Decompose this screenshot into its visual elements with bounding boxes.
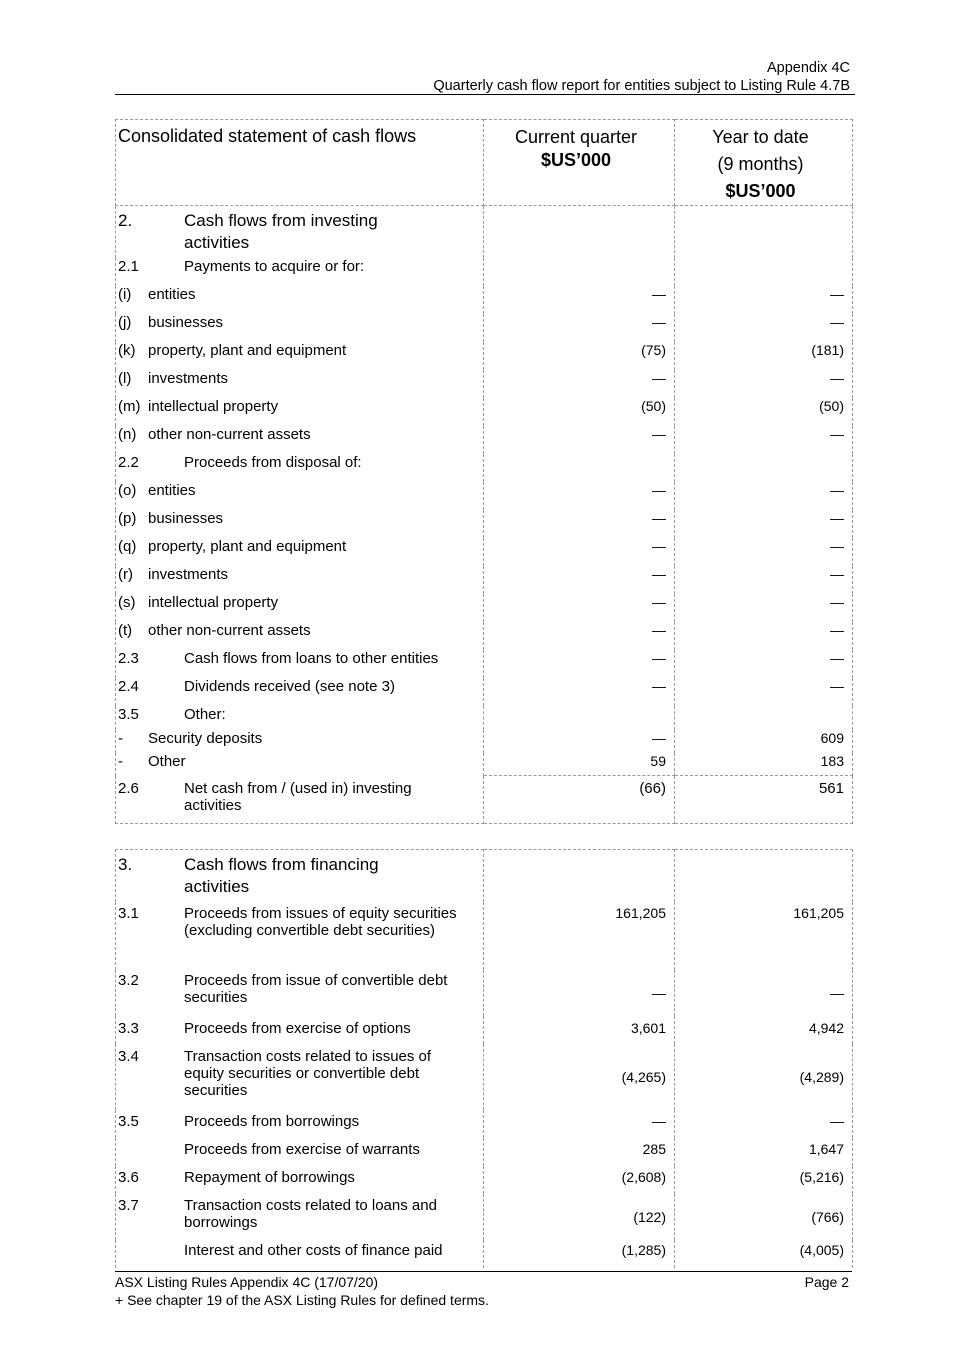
- table-row: [116, 454, 853, 482]
- current-value: 285: [484, 1138, 675, 1166]
- row-label: entities: [148, 481, 196, 499]
- page-number: Page 2: [804, 1274, 849, 1290]
- current-value: —: [484, 566, 675, 594]
- table-row: [116, 566, 853, 594]
- row-label: Payments to acquire or for:: [184, 257, 365, 275]
- row-label: other non-current assets: [148, 425, 311, 443]
- current-value: 161,205: [484, 902, 675, 970]
- ytd-value: (4,289): [675, 1044, 853, 1110]
- current-value: 3,601: [484, 1016, 675, 1044]
- item-letter: (n): [118, 425, 137, 443]
- current-value: —: [484, 650, 675, 678]
- ytd-value: 609: [675, 730, 853, 753]
- ytd-value: (5,216): [675, 1166, 853, 1194]
- ytd-value: —: [675, 538, 853, 566]
- row-label: investments: [148, 369, 229, 387]
- row-label: Other:: [184, 705, 226, 723]
- current-value: 59: [484, 753, 675, 776]
- item-letter: (j): [118, 313, 132, 331]
- ytd-value: —: [675, 970, 853, 1016]
- table-row: [116, 314, 853, 342]
- row-label: Proceeds from borrowings: [184, 1112, 360, 1130]
- ytd-value: —: [675, 622, 853, 650]
- row-ref: 3.7: [118, 1196, 139, 1214]
- current-value: (4,265): [484, 1044, 675, 1110]
- row-label: Cash flows from loans to other entities: [184, 649, 439, 667]
- section-header-row: [116, 206, 853, 258]
- ytd-period: (9 months): [717, 154, 804, 174]
- item-dash: -: [118, 729, 123, 747]
- row-ref: 2.1: [118, 257, 139, 275]
- current-value: —: [484, 730, 675, 753]
- table-row: [116, 538, 853, 566]
- table-row: [116, 706, 853, 730]
- row-label: Proceeds from issues of equity securities (excluding convertible debt securities): [184, 904, 457, 939]
- ytd-value: —: [675, 314, 853, 342]
- current-value: (1,285): [484, 1240, 675, 1268]
- year-to-date-header: [675, 120, 853, 206]
- item-letter: (p): [118, 509, 137, 527]
- item-dash: -: [118, 752, 123, 770]
- header-divider: [115, 94, 855, 95]
- table-row: [116, 753, 853, 776]
- ytd-value: 1,647: [675, 1138, 853, 1166]
- ytd-unit: $US’000: [725, 181, 796, 201]
- current-value: —: [484, 594, 675, 622]
- ytd-value: —: [675, 370, 853, 398]
- table-row: [116, 650, 853, 678]
- row-label: businesses: [148, 509, 224, 527]
- current-quarter-header: [484, 120, 675, 206]
- row-label: Proceeds from exercise of options: [184, 1019, 411, 1037]
- section-ref: 2.: [118, 211, 133, 230]
- table-row: [116, 1044, 853, 1110]
- ytd-value: (50): [675, 398, 853, 426]
- table-row: [116, 510, 853, 538]
- row-label: Other: [148, 752, 186, 770]
- row-ref: 2.6: [118, 779, 139, 797]
- ytd-value: 183: [675, 753, 853, 776]
- ytd-value: —: [675, 594, 853, 622]
- row-label: Transaction costs related to issues of equity securities or convertible debt securities: [184, 1047, 432, 1099]
- table-row: [116, 286, 853, 314]
- footer-source: ASX Listing Rules Appendix 4C (17/07/20): [115, 1274, 379, 1290]
- ytd-value: —: [675, 426, 853, 454]
- table-row: [116, 426, 853, 454]
- ytd-label: Year to date: [712, 127, 809, 147]
- item-letter: (l): [118, 369, 132, 387]
- row-label: investments: [148, 565, 229, 583]
- item-letter: (t): [118, 621, 133, 639]
- row-ref: 3.2: [118, 971, 139, 989]
- current-value: —: [484, 970, 675, 1016]
- ytd-value: —: [675, 482, 853, 510]
- ytd-value: (766): [675, 1194, 853, 1240]
- current-value: —: [484, 482, 675, 510]
- row-label: Interest and other costs of finance paid: [184, 1241, 443, 1259]
- table-row: [116, 1016, 853, 1044]
- row-label: property, plant and equipment: [148, 341, 347, 359]
- row-label: property, plant and equipment: [148, 537, 347, 555]
- row-label: Dividends received (see note 3): [184, 677, 395, 695]
- section-title: Cash flows from financing activities: [184, 855, 379, 896]
- item-letter: (r): [118, 565, 133, 583]
- current-value: —: [484, 286, 675, 314]
- row-label: intellectual property: [148, 397, 279, 415]
- footer-divider: [115, 1271, 852, 1272]
- row-ref: 2.3: [118, 649, 139, 667]
- ytd-value: —: [675, 566, 853, 594]
- current-value: —: [484, 622, 675, 650]
- row-label: Proceeds from disposal of:: [184, 453, 362, 471]
- row-label: other non-current assets: [148, 621, 311, 639]
- row-ref: 2.2: [118, 453, 139, 471]
- table-row: [116, 730, 853, 753]
- appendix-label: Appendix 4C: [766, 60, 850, 76]
- current-value: —: [484, 678, 675, 706]
- ytd-value: —: [675, 286, 853, 314]
- ytd-value: —: [675, 510, 853, 538]
- current-value: (75): [484, 342, 675, 370]
- table-row: [116, 1194, 853, 1240]
- table-row: [116, 258, 853, 286]
- row-label: Repayment of borrowings: [184, 1168, 355, 1186]
- table-row: [116, 370, 853, 398]
- table-row: [116, 1240, 853, 1268]
- current-quarter-unit: $US’000: [540, 150, 612, 170]
- ytd-value: —: [675, 678, 853, 706]
- current-value: (2,608): [484, 1166, 675, 1194]
- ytd-value: —: [675, 650, 853, 678]
- item-letter: (o): [118, 481, 137, 499]
- item-letter: (i): [118, 285, 132, 303]
- row-ref: 3.4: [118, 1047, 139, 1065]
- current-value: (50): [484, 398, 675, 426]
- current-value: —: [484, 314, 675, 342]
- row-ref: 3.1: [118, 904, 139, 922]
- ytd-value: 161,205: [675, 902, 853, 970]
- section-ref: 3.: [118, 855, 133, 874]
- table-row: [116, 1110, 853, 1138]
- row-label: businesses: [148, 313, 224, 331]
- financing-table: [115, 849, 853, 1268]
- table-row: [116, 678, 853, 706]
- current-value: —: [484, 538, 675, 566]
- item-letter: (m): [118, 397, 141, 415]
- investing-table: [115, 119, 853, 824]
- row-label: Transaction costs related to loans and borrowings: [184, 1196, 437, 1231]
- current-quarter-label: Current quarter: [514, 127, 638, 147]
- table-row: [116, 342, 853, 370]
- row-label: Security deposits: [148, 729, 263, 747]
- item-letter: (s): [118, 593, 136, 611]
- row-label: Net cash from / (used in) investing activities: [184, 779, 412, 814]
- current-value: (122): [484, 1194, 675, 1240]
- table-row: [116, 482, 853, 510]
- row-label: Proceeds from issue of convertible debt securities: [184, 971, 448, 1006]
- footer-note: + See chapter 19 of the ASX Listing Rules for defined terms.: [115, 1292, 489, 1308]
- column-header-row: [116, 120, 853, 206]
- table-row: [116, 398, 853, 426]
- report-subtitle: Quarterly cash flow report for entities subject to Listing Rule 4.7B: [433, 78, 850, 94]
- row-label: intellectual property: [148, 593, 279, 611]
- table-row: [116, 1166, 853, 1194]
- row-ref: 3.5: [118, 1112, 139, 1130]
- section-title: Cash flows from investing activities: [184, 211, 378, 252]
- table-row: [116, 1138, 853, 1166]
- current-value: (66): [484, 776, 675, 824]
- row-ref: 3.6: [118, 1168, 139, 1186]
- row-ref: 3.3: [118, 1019, 139, 1037]
- ytd-value: 4,942: [675, 1016, 853, 1044]
- row-label: Proceeds from exercise of warrants: [184, 1140, 420, 1158]
- table-row: [116, 902, 853, 970]
- ytd-value: (4,005): [675, 1240, 853, 1268]
- table-row: [116, 594, 853, 622]
- item-letter: (q): [118, 537, 137, 555]
- current-value: —: [484, 426, 675, 454]
- table-row: [116, 970, 853, 1016]
- row-label: entities: [148, 285, 196, 303]
- section-header-row: [116, 850, 853, 902]
- statement-title: Consolidated statement of cash flows: [116, 120, 484, 206]
- net-investing-row: [116, 776, 853, 824]
- current-value: —: [484, 510, 675, 538]
- ytd-value: (181): [675, 342, 853, 370]
- row-ref: 3.5: [118, 705, 139, 723]
- ytd-value: 561: [675, 776, 853, 824]
- table-row: [116, 622, 853, 650]
- row-ref: 2.4: [118, 677, 139, 695]
- ytd-value: —: [675, 1110, 853, 1138]
- item-letter: (k): [118, 341, 136, 359]
- current-value: —: [484, 370, 675, 398]
- current-value: —: [484, 1110, 675, 1138]
